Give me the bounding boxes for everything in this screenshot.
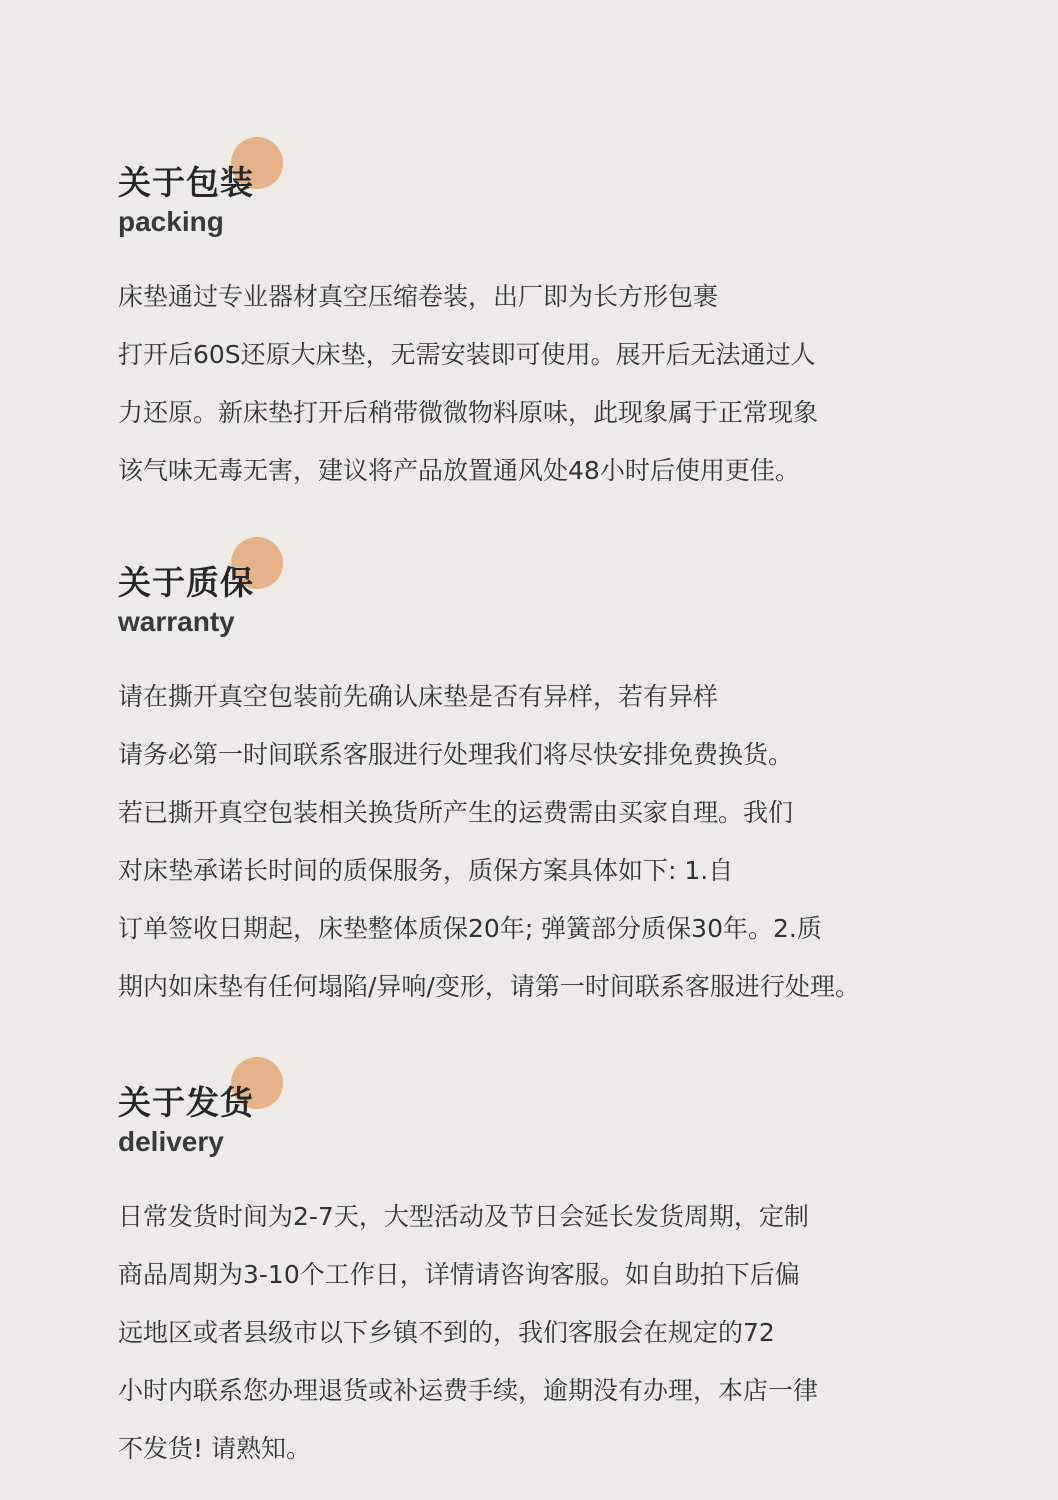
body-line: 期内如床垫有任何塌陷/异响/变形，请第一时间联系客服进行处理。 <box>118 972 860 1001</box>
body-line: 订单签收日期起，床垫整体质保20年; 弹簧部分质保30年。2.质 <box>118 914 822 943</box>
section-title-cn: 关于发货 <box>118 1083 254 1122</box>
body-line: 若已撕开真空包装相关换货所产生的运费需由买家自理。我们 <box>118 798 794 827</box>
section-header <box>118 137 998 239</box>
body-line: 不发货! 请熟知。 <box>118 1434 311 1463</box>
body-line: 力还原。新床垫打开后稍带微微物料原味，此现象属于正常现象 <box>118 398 819 427</box>
body-line: 对床垫承诺长时间的质保服务，质保方案具体如下: 1.自 <box>118 856 734 885</box>
section-title-cn: 关于质保 <box>118 563 254 602</box>
section-body <box>118 268 998 500</box>
section-title-en: warranty <box>118 606 235 637</box>
body-line: 该气味无毒无害，建议将产品放置通风处48小时后使用更佳。 <box>118 456 800 485</box>
section-packing <box>118 137 998 500</box>
body-line: 请务必第一时间联系客服进行处理我们将尽快安排免费换货。 <box>118 740 794 769</box>
body-line: 小时内联系您办理退货或补运费手续，逾期没有办理，本店一律 <box>118 1376 819 1405</box>
body-line: 远地区或者县级市以下乡镇不到的，我们客服会在规定的72 <box>118 1318 775 1347</box>
section-header <box>118 537 998 639</box>
body-line: 打开后60S还原大床垫，无需安装即可使用。展开后无法通过人 <box>118 340 816 369</box>
section-header <box>118 1057 998 1159</box>
section-warranty <box>118 537 998 1016</box>
section-body <box>118 668 998 1016</box>
section-delivery <box>118 1057 998 1478</box>
section-body <box>118 1188 998 1478</box>
section-title-cn: 关于包装 <box>118 163 254 202</box>
body-line: 请在撕开真空包装前先确认床垫是否有异样，若有异样 <box>118 682 719 711</box>
body-line: 商品周期为3-10个工作日，详情请咨询客服。如自助拍下后偏 <box>118 1260 800 1289</box>
body-line: 日常发货时间为2-7天，大型活动及节日会延长发货周期，定制 <box>118 1202 809 1231</box>
body-line: 床垫通过专业器材真空压缩卷装，出厂即为长方形包裹 <box>118 282 719 311</box>
section-title-en: delivery <box>118 1126 224 1157</box>
section-title-en: packing <box>118 206 224 237</box>
